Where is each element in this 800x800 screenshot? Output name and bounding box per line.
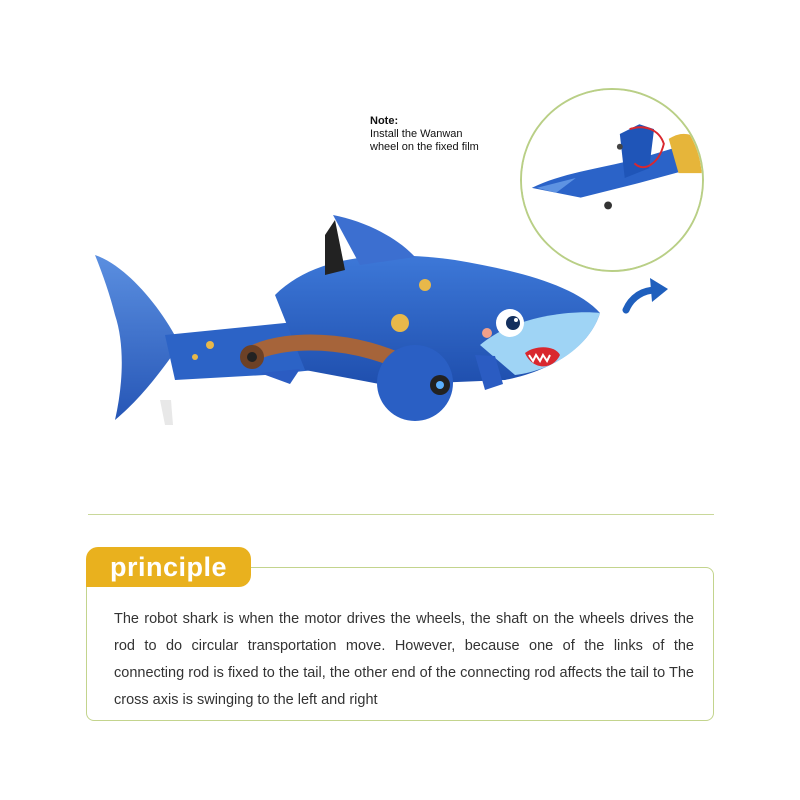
section-divider (88, 514, 714, 515)
detail-zoom-image (520, 88, 704, 272)
note-title: Note: (370, 115, 399, 127)
curved-arrow-icon (622, 276, 670, 318)
principle-text: The robot shark is when the motor drives the wheels, the shaft on the wheels drives the rod to do circular transportation move. However, because one of the links of the connecting rod is fixed to the tail, the other end of the connecting rod affects the tail to The cross axis is swinging to the left and right (114, 611, 694, 708)
note-text: Install the Wanwan wheel on the fixed film (370, 128, 479, 153)
installation-note (370, 115, 520, 154)
principle-heading: principle (86, 547, 251, 587)
